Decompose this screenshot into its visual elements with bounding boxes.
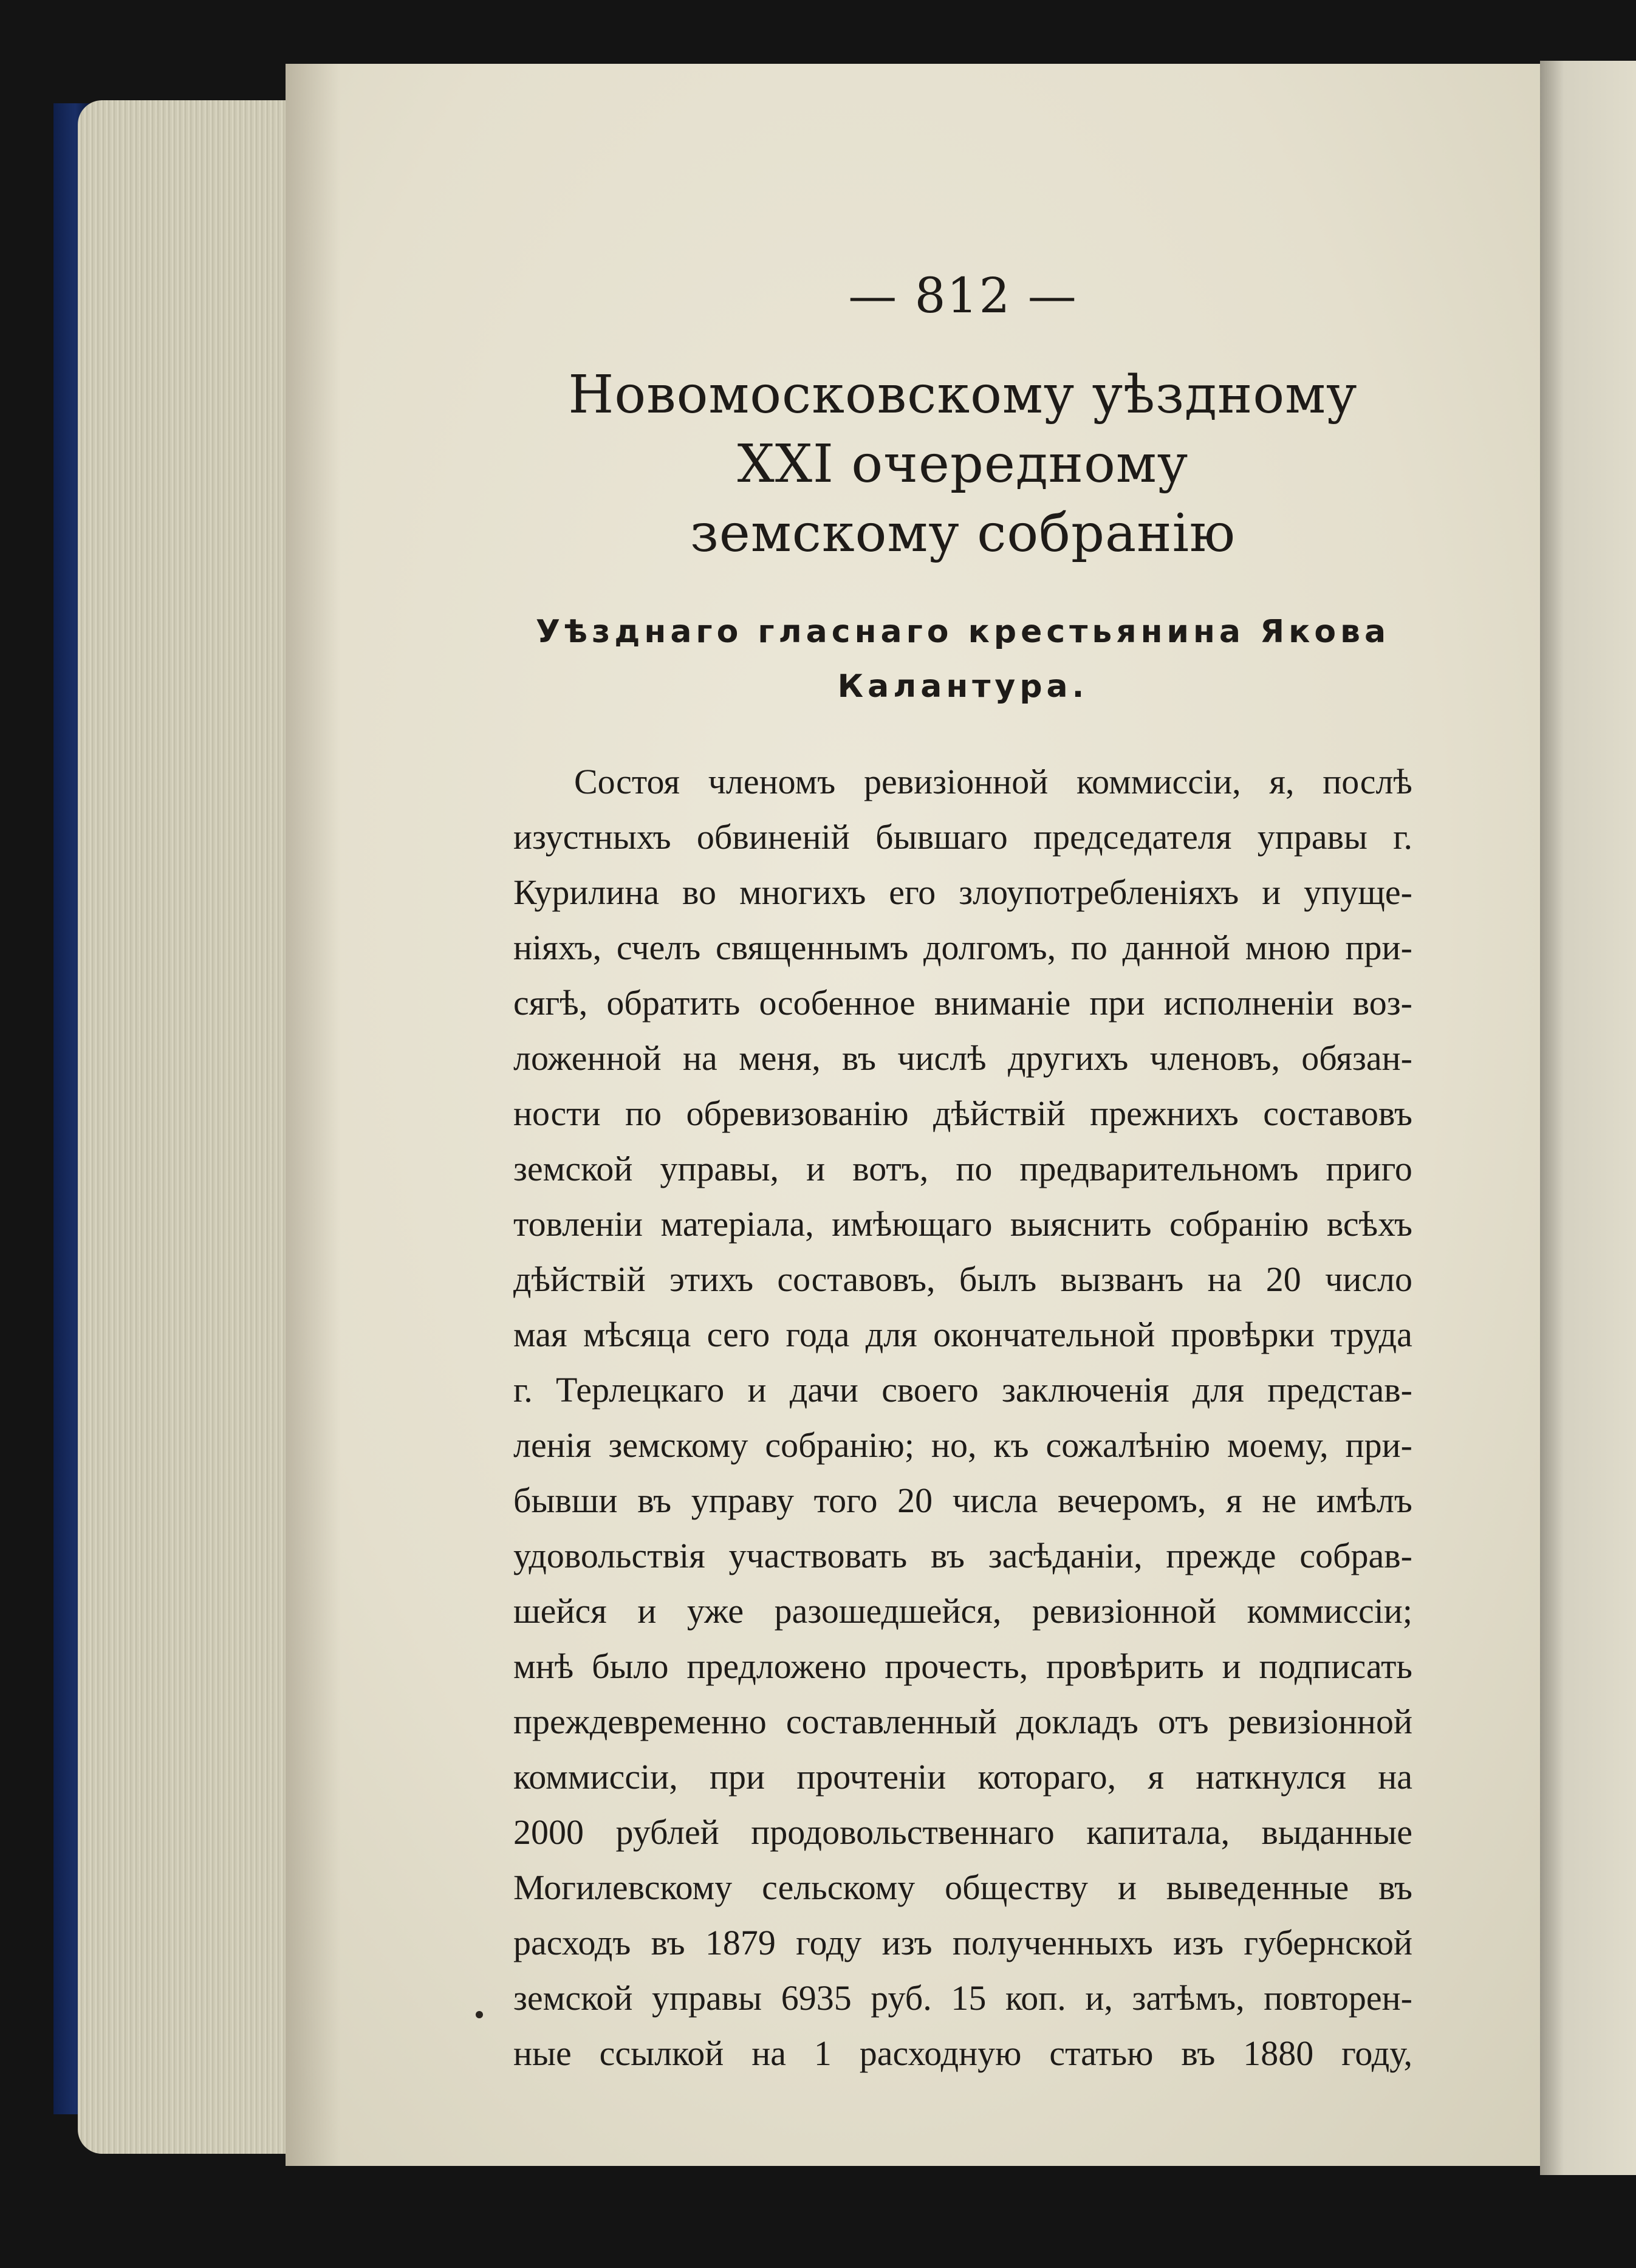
body-word: составленный bbox=[785, 1702, 997, 1741]
body-word: 20 bbox=[897, 1481, 933, 1520]
page-content bbox=[513, 267, 1412, 2081]
body-word: по bbox=[956, 1149, 993, 1188]
body-word: удовольствія bbox=[513, 1536, 705, 1575]
body-word: года bbox=[785, 1315, 850, 1354]
body-word: ложенной bbox=[513, 1038, 662, 1078]
body-word: прочтеніи bbox=[796, 1757, 946, 1797]
body-word: 1879 bbox=[705, 1923, 776, 1962]
body-word: мнѣ bbox=[513, 1646, 574, 1686]
body-word: прежде bbox=[1166, 1536, 1276, 1575]
body-word: участвовать bbox=[728, 1536, 908, 1575]
body-word: долгомъ, bbox=[923, 928, 1056, 967]
body-line bbox=[513, 1804, 1412, 1860]
body-word: на bbox=[1378, 1757, 1412, 1797]
body-word: и bbox=[1262, 872, 1281, 912]
body-word: въ bbox=[651, 1923, 685, 1962]
body-word: членомъ bbox=[708, 762, 836, 801]
subtitle-line-1: Уѣзднаго гласнаго крестьянина Якова bbox=[535, 614, 1391, 650]
body-word: при- bbox=[1345, 928, 1412, 967]
body-word: наткнулся bbox=[1196, 1757, 1346, 1797]
body-word: но, bbox=[931, 1425, 977, 1465]
body-word: злоупотребленіяхъ bbox=[959, 872, 1239, 912]
body-word: моему, bbox=[1227, 1425, 1329, 1465]
body-word: капитала, bbox=[1086, 1812, 1230, 1852]
body-word: 20 bbox=[1265, 1259, 1301, 1299]
body-word: дѣйствій bbox=[513, 1259, 646, 1299]
body-line bbox=[513, 1528, 1412, 1583]
body-word: окончательной bbox=[933, 1315, 1155, 1354]
body-word: обратить bbox=[606, 983, 741, 1023]
body-line bbox=[513, 1196, 1412, 1252]
body-word: труда bbox=[1330, 1315, 1412, 1354]
body-word: сельскому bbox=[762, 1868, 916, 1907]
body-word: мѣсяца bbox=[583, 1315, 691, 1354]
body-word: меня, bbox=[739, 1038, 821, 1078]
body-word: во bbox=[682, 872, 717, 912]
body-line bbox=[513, 1141, 1412, 1196]
body-word: прежнихъ bbox=[1090, 1094, 1239, 1133]
body-word: и, bbox=[1085, 1978, 1113, 2018]
body-line bbox=[513, 2026, 1412, 2081]
body-word: имѣющаго bbox=[832, 1204, 993, 1244]
body-word: повторен- bbox=[1264, 1978, 1412, 2018]
body-word: этихъ bbox=[669, 1259, 754, 1299]
body-line bbox=[513, 1860, 1412, 1915]
body-word: подписать bbox=[1259, 1646, 1412, 1686]
body-text bbox=[513, 754, 1412, 2081]
body-word: изъ bbox=[881, 1923, 933, 1962]
body-line bbox=[513, 920, 1412, 975]
body-word: управы bbox=[651, 1978, 762, 2018]
body-word: заключенія bbox=[1001, 1370, 1169, 1410]
page-stack-edge bbox=[78, 100, 296, 2154]
body-word: число bbox=[1325, 1259, 1412, 1299]
body-word: и bbox=[637, 1591, 657, 1631]
body-word: засѣданіи, bbox=[988, 1536, 1143, 1575]
body-word: выданные bbox=[1261, 1812, 1412, 1852]
body-word: предварительномъ bbox=[1019, 1149, 1299, 1188]
body-word: изустныхъ bbox=[513, 817, 671, 857]
body-word: былъ bbox=[959, 1259, 1037, 1299]
body-word: въ bbox=[637, 1481, 672, 1520]
body-word: дѣйствій bbox=[933, 1094, 1066, 1133]
body-word: ревизіонной bbox=[863, 762, 1049, 801]
body-word: председателя bbox=[1033, 817, 1232, 857]
body-word: управу bbox=[691, 1481, 794, 1520]
body-word: 1880 bbox=[1243, 2033, 1314, 2073]
body-line bbox=[513, 1086, 1412, 1141]
body-word: расходъ bbox=[513, 1923, 631, 1962]
body-word: при- bbox=[1345, 1425, 1412, 1465]
body-word: 6935 bbox=[781, 1978, 852, 2018]
body-word: исполненіи bbox=[1163, 983, 1334, 1023]
body-line bbox=[513, 975, 1412, 1030]
body-word: представ- bbox=[1267, 1370, 1412, 1410]
body-word: сего bbox=[707, 1315, 770, 1354]
body-word: коммиссіи, bbox=[1076, 762, 1241, 801]
body-word: воз- bbox=[1352, 983, 1412, 1023]
body-word: Курилина bbox=[513, 872, 660, 912]
body-line bbox=[513, 1583, 1412, 1639]
gutter-shadow bbox=[286, 64, 340, 2166]
body-word: земской bbox=[513, 1149, 633, 1188]
body-word: ссылкой bbox=[599, 2033, 724, 2073]
body-word: шейся bbox=[513, 1591, 607, 1631]
body-line bbox=[513, 1030, 1412, 1086]
body-word: священнымъ bbox=[716, 928, 909, 967]
body-word: особенное bbox=[759, 983, 916, 1023]
body-word: г. bbox=[513, 1370, 533, 1410]
body-word: числа bbox=[952, 1481, 1038, 1520]
body-word: ности bbox=[513, 1094, 601, 1133]
body-word: котораго, bbox=[977, 1757, 1117, 1797]
body-word: въ bbox=[931, 1536, 965, 1575]
body-word: при bbox=[1089, 983, 1145, 1023]
body-word: губернской bbox=[1244, 1923, 1412, 1962]
body-word: преждевременно bbox=[513, 1702, 767, 1741]
body-word: уже bbox=[686, 1591, 744, 1631]
body-word: выведенные bbox=[1166, 1868, 1349, 1907]
body-word: бывши bbox=[513, 1481, 618, 1520]
body-word: вотъ, bbox=[852, 1149, 929, 1188]
title-line-1: Новомосковскому уѣздному XXI очередному bbox=[568, 365, 1358, 495]
body-word: имѣлъ bbox=[1316, 1481, 1412, 1520]
body-word: Терлецкаго bbox=[555, 1370, 725, 1410]
body-word: для bbox=[1192, 1370, 1244, 1410]
body-word: сожалѣнію bbox=[1046, 1425, 1211, 1465]
body-word: докладъ bbox=[1016, 1702, 1138, 1741]
body-word: членовъ, bbox=[1149, 1038, 1280, 1078]
body-word: я bbox=[1226, 1481, 1242, 1520]
body-word: вечеромъ, bbox=[1058, 1481, 1206, 1520]
body-word: и bbox=[747, 1370, 767, 1410]
body-word: было bbox=[592, 1646, 669, 1686]
body-line bbox=[513, 865, 1412, 920]
body-word: матеріала, bbox=[660, 1204, 814, 1244]
body-word: предложено bbox=[686, 1646, 867, 1686]
article-subtitle bbox=[513, 605, 1412, 714]
body-word: своего bbox=[881, 1370, 979, 1410]
body-word: ніяхъ, bbox=[513, 928, 602, 967]
body-word: полученныхъ bbox=[952, 1923, 1153, 1962]
body-word: послѣ bbox=[1323, 762, 1412, 801]
body-word: вызванъ bbox=[1060, 1259, 1184, 1299]
body-word: и bbox=[1222, 1646, 1241, 1686]
body-word: земской bbox=[513, 1978, 633, 2018]
body-line bbox=[513, 754, 1412, 809]
body-word: мною bbox=[1245, 928, 1330, 967]
body-word: собранію; bbox=[765, 1425, 914, 1465]
body-word: сягѣ, bbox=[513, 983, 588, 1023]
body-word: обязан- bbox=[1301, 1038, 1412, 1078]
body-word: его bbox=[889, 872, 936, 912]
body-word: Состоя bbox=[574, 762, 680, 801]
body-line bbox=[513, 1915, 1412, 1970]
body-word: счелъ bbox=[616, 928, 701, 967]
body-word: всѣхъ bbox=[1326, 1204, 1412, 1244]
body-word: обвиненій bbox=[696, 817, 850, 857]
body-word: ленія bbox=[513, 1425, 592, 1465]
body-word: и bbox=[1117, 1868, 1137, 1907]
body-word: по bbox=[625, 1094, 662, 1133]
body-word: составовъ bbox=[1263, 1094, 1412, 1133]
body-word: году, bbox=[1341, 2033, 1412, 2073]
page-number: — 812 — bbox=[848, 267, 1078, 324]
body-word: въ bbox=[1378, 1868, 1412, 1907]
body-line bbox=[513, 1639, 1412, 1694]
body-line bbox=[513, 1252, 1412, 1307]
body-word: упуще- bbox=[1304, 872, 1412, 912]
article-title bbox=[513, 360, 1412, 568]
body-word: коммиссіи, bbox=[513, 1757, 678, 1797]
body-word: ные bbox=[513, 2033, 572, 2073]
body-word: выяснить bbox=[1010, 1204, 1152, 1244]
body-word: коп. bbox=[1005, 1978, 1066, 2018]
facing-page-edge bbox=[1540, 61, 1636, 2175]
body-word: многихъ bbox=[739, 872, 866, 912]
body-word: для bbox=[865, 1315, 917, 1354]
body-word: ревизіонной bbox=[1228, 1702, 1412, 1741]
body-line bbox=[513, 1362, 1412, 1417]
body-line bbox=[513, 1473, 1412, 1528]
body-word: ревизіонной bbox=[1032, 1591, 1217, 1631]
title-line-2: земскому собранію bbox=[690, 503, 1236, 564]
body-word: г. bbox=[1393, 817, 1412, 857]
body-word: обревизованію bbox=[686, 1094, 909, 1133]
body-word: 1 bbox=[813, 2033, 832, 2073]
body-word: дачи bbox=[789, 1370, 858, 1410]
body-line bbox=[513, 1749, 1412, 1804]
body-word: провѣрить bbox=[1046, 1646, 1204, 1686]
body-word: прочесть, bbox=[885, 1646, 1028, 1686]
body-word: руб. bbox=[871, 1978, 932, 2018]
body-word: мая bbox=[513, 1315, 567, 1354]
body-word: затѣмъ, bbox=[1132, 1978, 1245, 2018]
body-word: 2000 bbox=[513, 1812, 584, 1852]
body-word: не bbox=[1262, 1481, 1297, 1520]
body-word: къ bbox=[993, 1425, 1029, 1465]
body-word: по bbox=[1070, 928, 1107, 967]
body-line bbox=[513, 1694, 1412, 1749]
body-line bbox=[513, 1970, 1412, 2026]
body-line bbox=[513, 1417, 1412, 1473]
ink-speck bbox=[476, 2011, 483, 2018]
body-word: на bbox=[682, 1038, 717, 1078]
body-word: статью bbox=[1049, 2033, 1154, 2073]
body-line bbox=[513, 1307, 1412, 1362]
body-word: въ bbox=[842, 1038, 876, 1078]
body-word: я, bbox=[1269, 762, 1295, 801]
body-word: отъ bbox=[1158, 1702, 1209, 1741]
body-word: провѣрки bbox=[1171, 1315, 1315, 1354]
body-word: товленіи bbox=[513, 1204, 643, 1244]
body-word: при bbox=[709, 1757, 765, 1797]
body-word: вниманіе bbox=[934, 983, 1071, 1023]
body-word: разошедшейся, bbox=[774, 1591, 1002, 1631]
body-word: на bbox=[751, 2033, 786, 2073]
body-line bbox=[513, 809, 1412, 865]
body-word: управы bbox=[1257, 817, 1367, 857]
body-word: бывшаго bbox=[875, 817, 1008, 857]
body-word: въ bbox=[1181, 2033, 1216, 2073]
body-word: управы, bbox=[660, 1149, 779, 1188]
body-word: собрав- bbox=[1299, 1536, 1412, 1575]
body-word: составовъ, bbox=[777, 1259, 936, 1299]
body-word: числѣ bbox=[897, 1038, 987, 1078]
body-word: году bbox=[796, 1923, 862, 1962]
body-word: расходную bbox=[859, 2033, 1022, 2073]
body-word: 15 bbox=[951, 1978, 987, 2018]
body-word: рублей bbox=[615, 1812, 719, 1852]
body-word: приго bbox=[1326, 1149, 1412, 1188]
body-word: я bbox=[1148, 1757, 1165, 1797]
body-word: собранію bbox=[1169, 1204, 1309, 1244]
body-word: данной bbox=[1122, 928, 1230, 967]
body-word: изъ bbox=[1173, 1923, 1224, 1962]
body-word: того bbox=[813, 1481, 878, 1520]
body-word: Могилевскому bbox=[513, 1868, 733, 1907]
body-word: обществу bbox=[945, 1868, 1089, 1907]
body-word: земскому bbox=[608, 1425, 748, 1465]
body-word: и bbox=[806, 1149, 826, 1188]
body-word: на bbox=[1207, 1259, 1242, 1299]
body-word: продовольственнаго bbox=[751, 1812, 1055, 1852]
body-word: другихъ bbox=[1007, 1038, 1129, 1078]
subtitle-line-2: Калантура. bbox=[837, 668, 1089, 705]
body-word: коммиссіи; bbox=[1247, 1591, 1412, 1631]
